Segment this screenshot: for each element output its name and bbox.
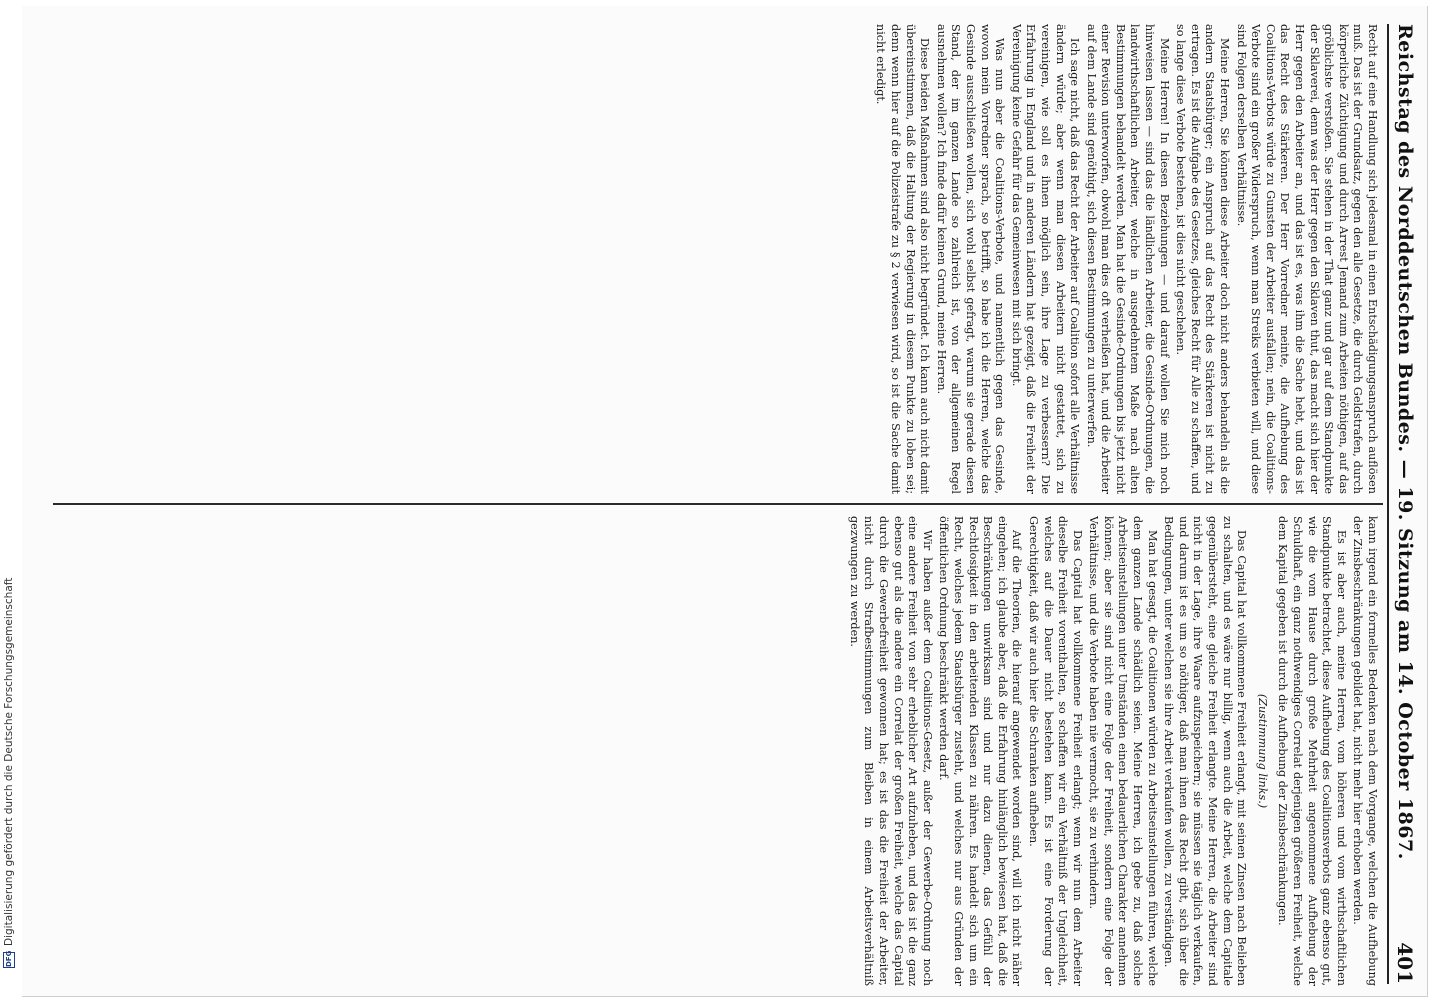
paragraph: Das Capital hat vollkommene Freiheit erlangt, mit seinen Zinsen nach Belieben zu schalten, und es wäre nur billig, wenn auch die Arbeit, welche dem Capitale gegenübersteht, eine gleiche Freiheit erlangte. Meine Herren, die Arbeiter sind nicht in der Lage, ihre Waare aufzuspeichern; sie müssen sie täglich verkaufen, und darum ist es um so nöthiger, daß man ihnen das Recht gibt, sich über die Bedingungen, unter welchen sie ihre Arbeit verkaufen wollen, zu verständigen. (1162, 516, 1249, 986)
paragraph: Meine Herren! In diesen Beziehungen — und darauf wollen Sie mich noch hinweisen lassen — sind das die ländlichen Arbeiter, die Gesinde-Ordnungen, die landwirthschaftlichen Arbeiter, welche in ausgedehntem Maße nach alten Bestimmungen behandelt werden. Man hat die Gesinde-Ordnungen bis jetzt nicht einer Revision unterworfen, obwohl man dies oft verheißen hat, und die Arbeiter auf dem Lande sind genöthigt, sich diesen Bestimmungen zu unterwerfen. (1084, 24, 1171, 494)
digitization-credit-text: Digitalisierung gefördert durch die Deutsche Forschungsgemeinschaft (3, 577, 15, 946)
paragraph: Wir haben außer dem Coalitions-Gesetz, außer der Gewerbe-Ordnung noch eine andere Freiheit von sehr erheblicher Art aufzuheben, und das ist die ganz ebenso gut als die andere ein Correlat der großen Freiheit, welche das Capital durch die Gewerbefreiheit gewonnen hat; es ist das die Freiheit der Arbeiter, nicht durch Strafbestimmungen zum Bleiben in einem Arbeitsverhältniß gezwungen zu werden. (847, 516, 934, 986)
digitization-footer (0, 0, 22, 1000)
paragraph: Es ist aber auch, meine Herren, vom höheren und vom wirthschaftlichen Standpunkte betrachtet, diese Aufhebung des Coalitionsverbots ganz ebenso gut, wie die vom Hause durch große Mehrheit angenommene Aufhebung der Schuldhaft, ein ganz nothwendiges Correlat derjenigen größeren Freiheit, welche dem Kapital gegeben ist durch die Aufhebung der Zinsbeschränkungen. (1276, 516, 1348, 986)
rotated-page-content (22, 6, 1427, 996)
paragraph: Das Capital hat vollkommene Freiheit erlangt; wenn wir nun dem Arbeiter dieselbe Freiheit vorenthalten, so schaffen wir ein Verhältniß der Ungleichheit, welches auf die Dauer nicht bestehen kann. Es ist eine Forderung der Gerechtigkeit, daß wir auch hier die Schranken aufheben. (1026, 516, 1084, 986)
paragraph: Meine Herren, Sie können diese Arbeiter doch nicht anders behandeln als die andern Staatsbürger; ein Anspruch auf das Recht des Stärkeren ist nicht zu ertragen. Es ist die Aufgabe des Gesetzes, gleiches Recht für Alle zu schaffen, und so lange diese Verbote bestehen, ist dies nicht geschehen. (1174, 24, 1232, 494)
paragraph: Recht auf eine Handlung sich jedesmal in einen Entschädigungsanspruch auflösen muß. Das ist der Grundsatz, gegen den alle Gesetze, die durch Geldstrafen, durch körperliche Züchtigung und durch Arrest Jemand zum Arbeiten nöthigen, auf das gröblichste verstoßen. Sie stehen in der That ganz und gar auf dem Standpunkte der Sklaverei, denn was der Herr gegen den Sklaven thut, das macht sich hier der Herr gegen den Arbeiter an, und das ist es, was ihm die Sache hebt, und das ist das Recht des Stärkeren. Der Herr Vorredner meinte, die Aufhebung des Coalitions-Verbots würde zu Gunsten der Arbeiter ausfallen; nein, die Coalitions-Verbote sind ein großer Widerspruch, wenn man Streiks verbieten will, und diese sind Folgen derselben Verhältnisse. (1234, 24, 1379, 494)
paragraph: Was nun aber die Coalitions-Verbote, und namentlich gegen das Gesinde, wovon mein Vorredner sprach, so betrifft, so habe ich die Herren, welche das Gesinde ausschließen wollen, sich wohl selbst gefragt, warum sie gerade diesen Stand, der im ganzen Lande so zahlreich ist, von der allgemeinen Regel ausnehmen wollen? Ich finde dafür keinen Grund, meine Herren. (934, 24, 1007, 494)
paragraph: Man hat gesagt, die Coalitionen würden zu Arbeitseinstellungen führen, welche dem ganzen Lande schädlich seien. Meine Herren, ich gebe zu, daß solche Arbeitseinstellungen unter Umständen einen bedauerlichen Charakter annehmen können; aber sie sind nicht eine Folge der Freiheit, sondern eine Folge der Verhältnisse, und die Verbote haben nie vermocht, sie zu verhindern. (1087, 516, 1159, 986)
dfg-logo-icon: DFG (5, 950, 13, 967)
interjection: (Zustimmung links.) (1255, 693, 1269, 809)
digitization-credit (1, 8, 17, 968)
scanned-page (22, 6, 1428, 997)
paragraph: Ich sage nicht, daß das Recht der Arbeiter auf Coalition sofort alle Verhältnisse ändern würde; aber wenn man diesen Arbeitern nicht gestattet, sich zu vereinigen, wie soll es ihnen möglich sein, ihre Lage zu verbessern? Die Erfahrung in England und in anderen Ländern hat gezeigt, daß die Freiheit der Vereinigung keine Gefahr für das Gemeinwesen mit sich bringt. (1009, 24, 1082, 494)
paragraph: Auf die Theorien, die hierauf angewendet worden sind, will ich nicht näher eingehen; ich glaube aber, daß die Erfahrung hinlänglich bewiesen hat, daß die Beschränkungen unwirksam sind und nur dazu dienen, das Gefühl der Rechtlosigkeit in den arbeitenden Klassen zu nähren. Es handelt sich um ein Recht, welches jedem Staatsbürger zusteht, und welches nur aus Gründen der öffentlichen Ordnung beschränkt werden darf. (937, 516, 1024, 986)
paragraph: Diese beiden Maßnahmen sind also nicht begründet. Ich kann auch nicht damit übereinstimmen, daß die Haltung der Regierung in diesem Punkte zu loben sei; denn wenn hier auf die Polizeistrafe zu § 2 verwiesen wird, so ist die Sache damit nicht erledigt. (874, 24, 932, 494)
page-number: 401 (1393, 942, 1417, 984)
text-column-left (49, 24, 1379, 494)
paragraph: kann irgend ein formelles Bedenken nach dem Vorgange, welchen die Aufhebung der Zinsbeschränkungen gebildet hat, nicht mehr hier erhoben werden. (1351, 516, 1379, 986)
column-divider (53, 503, 1383, 505)
running-header (1387, 24, 1421, 984)
text-column-right (49, 516, 1379, 986)
page-header-title: Reichstag des Norddeutschen Bundes. — 19. Sitzung am 14. October 1867. (1394, 24, 1416, 860)
